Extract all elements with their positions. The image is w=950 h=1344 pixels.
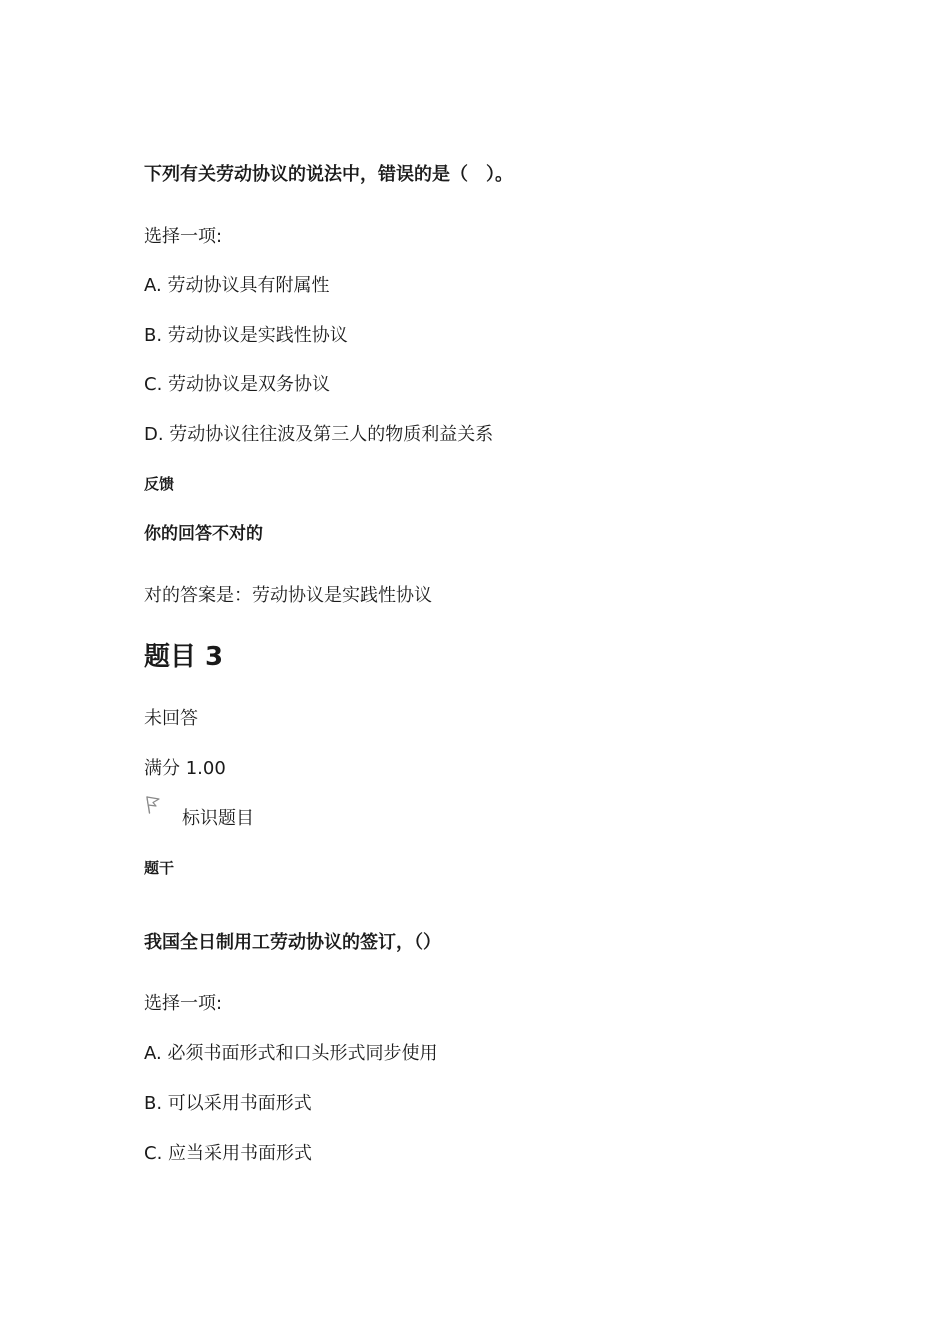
question-3-score: 满分 1.00 [144,758,226,779]
question-3-option-b[interactable]: B. 可以采用书面形式 [144,1093,312,1114]
flag-question-link[interactable]: 标识题目 [182,808,254,829]
question-3-text: 我国全日制用工劳动协议的签订，（） [144,932,441,953]
question-2-option-a[interactable]: A. 劳动协议具有附属性 [144,275,330,296]
question-2-text: 下列有关劳动协议的说法中，错误的是（ ）。 [144,164,513,185]
flag-icon[interactable] [145,796,161,814]
question-2-option-b[interactable]: B. 劳动协议是实践性协议 [144,325,348,346]
feedback-result: 你的回答不对的 [144,524,263,544]
stem-label: 题干 [144,859,175,877]
correct-answer: 对的答案是：劳动协议是实践性协议 [144,585,432,606]
question-3-prompt: 选择一项: [144,993,223,1014]
question-3-status: 未回答 [144,708,198,729]
question-2-prompt: 选择一项: [144,226,223,247]
question-2-option-c[interactable]: C. 劳动协议是双务协议 [144,374,331,395]
feedback-label: 反馈 [144,475,175,493]
question-3-option-c[interactable]: C. 应当采用书面形式 [144,1143,313,1164]
question-3-option-a[interactable]: A. 必须书面形式和口头形式同步使用 [144,1043,438,1064]
question-2-option-d[interactable]: D. 劳动协议往往波及第三人的物质利益关系 [144,424,494,445]
question-3-heading: 题目 3 [144,642,224,672]
